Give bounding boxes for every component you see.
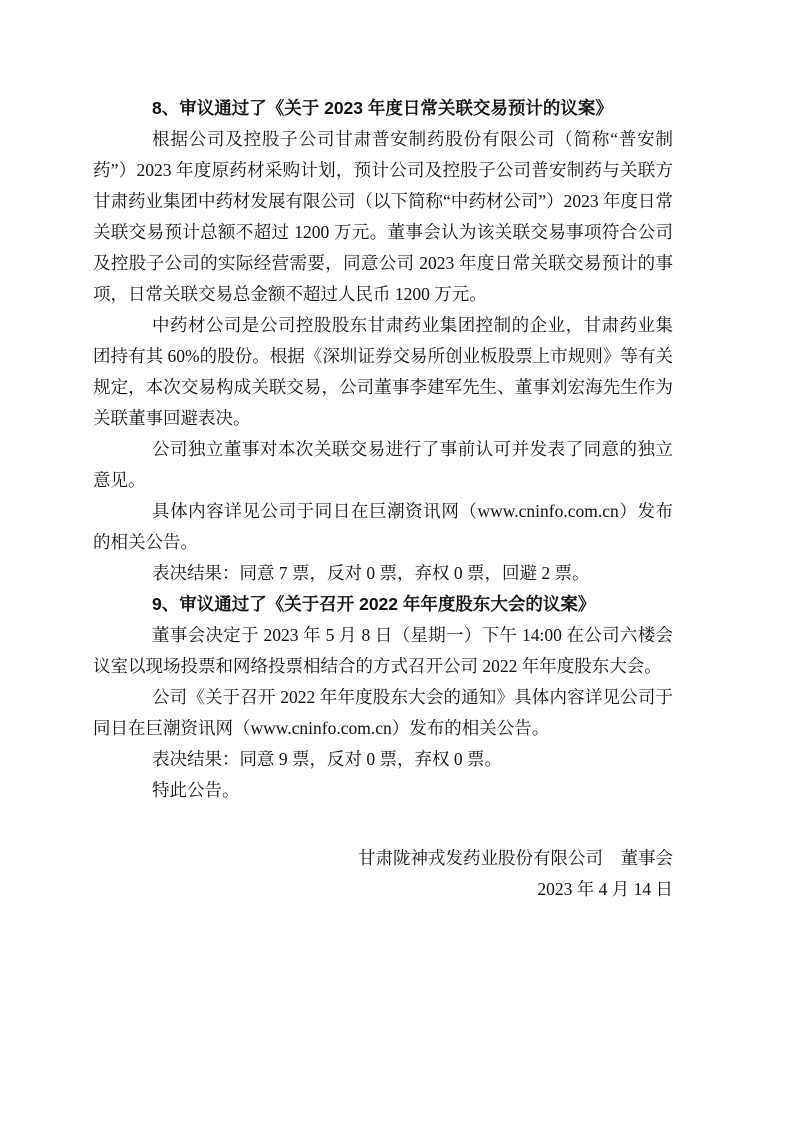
- paragraph: 中药材公司是公司控股股东甘肃药业集团控制的企业，甘肃药业集团持有其 60%的股份。根据《深圳证券交易所创业板股票上市规则》等有关规定，本次交易构成关联交易，公司董事李建军先生、董事刘宏海先生作为关联董事回避表决。: [93, 315, 673, 428]
- paragraph: 根据公司及控股子公司甘肃普安制药股份有限公司（简称“普安制药”）2023 年度原药材采购计划，预计公司及控股子公司普安制药与关联方甘肃药业集团中药材发展有限公司（以下简称“中药材公司”）2023 年度日常关联交易预计总额不超过 1200 万元。董事会认为该关联交易事项符合公司及控股子公司的实际经营需要，同意公司 2023 年度日常关联交易预计的事项，日常关联交易总金额不超过人民币 1200 万元。: [93, 129, 673, 304]
- signature-block: [93, 843, 673, 905]
- paragraph: 具体内容详见公司于同日在巨潮资讯网（www.cninfo.com.cn）发布的相关公告。: [93, 501, 673, 552]
- signature-company: 甘肃陇神戎发药业股份有限公司 董事会: [358, 848, 673, 868]
- signature-date: 2023 年 4 月 14 日: [537, 879, 673, 899]
- section-8-heading: 8、审议通过了《关于 2023 年度日常关联交易预计的议案》: [152, 98, 613, 118]
- paragraph: 董事会决定于 2023 年 5 月 8 日（星期一）下午 14:00 在公司六楼会议室以现场投票和网络投票相结合的方式召开公司 2022 年年度股东大会。: [93, 625, 673, 676]
- closing-line: 特此公告。: [152, 780, 240, 800]
- paragraph: 公司《关于召开 2022 年年度股东大会的通知》具体内容详见公司于同日在巨潮资讯网（www.cninfo.com.cn）发布的相关公告。: [93, 687, 673, 738]
- section-resolution-8: [93, 93, 673, 589]
- document-content: [93, 93, 673, 905]
- paragraph: 公司独立董事对本次关联交易进行了事前认可并发表了同意的独立意见。: [93, 439, 673, 490]
- vote-result-line: 表决结果：同意 9 票，反对 0 票，弃权 0 票。: [152, 749, 502, 769]
- section-9-heading: 9、审议通过了《关于召开 2022 年年度股东大会的议案》: [152, 594, 596, 614]
- section-resolution-9: [93, 589, 673, 806]
- vote-result-line: 表决结果：同意 7 票，反对 0 票，弃权 0 票，回避 2 票。: [152, 563, 590, 583]
